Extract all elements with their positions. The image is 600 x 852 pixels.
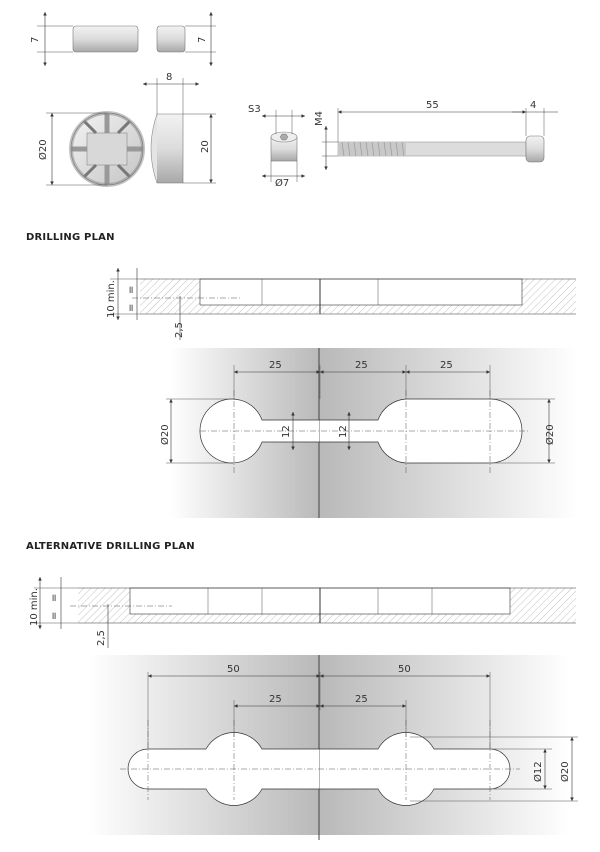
disc-width-label: 8 [166,72,173,83]
drilling-plan-heading: DRILLING PLAN [26,232,115,243]
screw-side-view [314,100,558,170]
dp-spacing-3-label: 25 [440,360,453,371]
alt-drilling-plan-top-view [88,655,578,840]
screw-thread-label: M4 [314,111,325,126]
alt-equal-mark-2: = [49,611,60,620]
alt-outer-right-label: 50 [398,664,411,675]
disc-top-view-left [30,12,138,66]
screw-head-diameter-label: Ø7 [275,178,290,189]
alt-outer-diameter-label: Ø20 [560,761,571,782]
disc-side-height-label: 20 [200,140,211,153]
dp-min-depth-label: 10 min. [106,280,117,318]
screw-socket-label: S3 [248,104,261,115]
alt-inner-right-label: 25 [355,694,368,705]
dp-left-diameter-label: Ø20 [160,424,171,445]
alternative-drilling-plan-heading: ALTERNATIVE DRILLING PLAN [26,541,195,552]
disc-height-right-label: 7 [197,36,208,43]
alt-offset-label: 2,5 [96,630,107,646]
screw-length-label: 55 [426,100,439,111]
alt-equal-mark-1: = [49,593,60,602]
screw-head-length-label: 4 [530,100,537,111]
alt-drilling-plan-section-view [29,577,576,648]
dp-slot-width-right-label: 12 [338,425,349,438]
part-views [30,12,558,189]
dp-right-diameter-label: Ø20 [545,424,556,445]
disc-top-view-right [157,12,216,66]
screw-head-view [248,104,305,189]
disc-front-view [37,113,143,185]
drilling-plan-section-view [106,268,576,340]
dp-equal-mark-1: = [126,285,137,294]
drilling-plan-top-view [159,348,578,518]
disc-side-view [143,72,216,183]
disc-diameter-label: Ø20 [38,139,49,160]
alt-min-depth-label: 10 min. [29,588,40,626]
dp-slot-width-left-label: 12 [281,425,292,438]
dp-spacing-1-label: 25 [269,360,282,371]
alt-inner-left-label: 25 [269,694,282,705]
alt-slot-width-label: Ø12 [533,761,544,782]
dp-offset-label: 2,5 [174,322,185,338]
dp-equal-mark-2: = [126,303,137,312]
alt-outer-left-label: 50 [227,664,240,675]
disc-height-left-label: 7 [30,36,41,43]
dp-spacing-2-label: 25 [355,360,368,371]
